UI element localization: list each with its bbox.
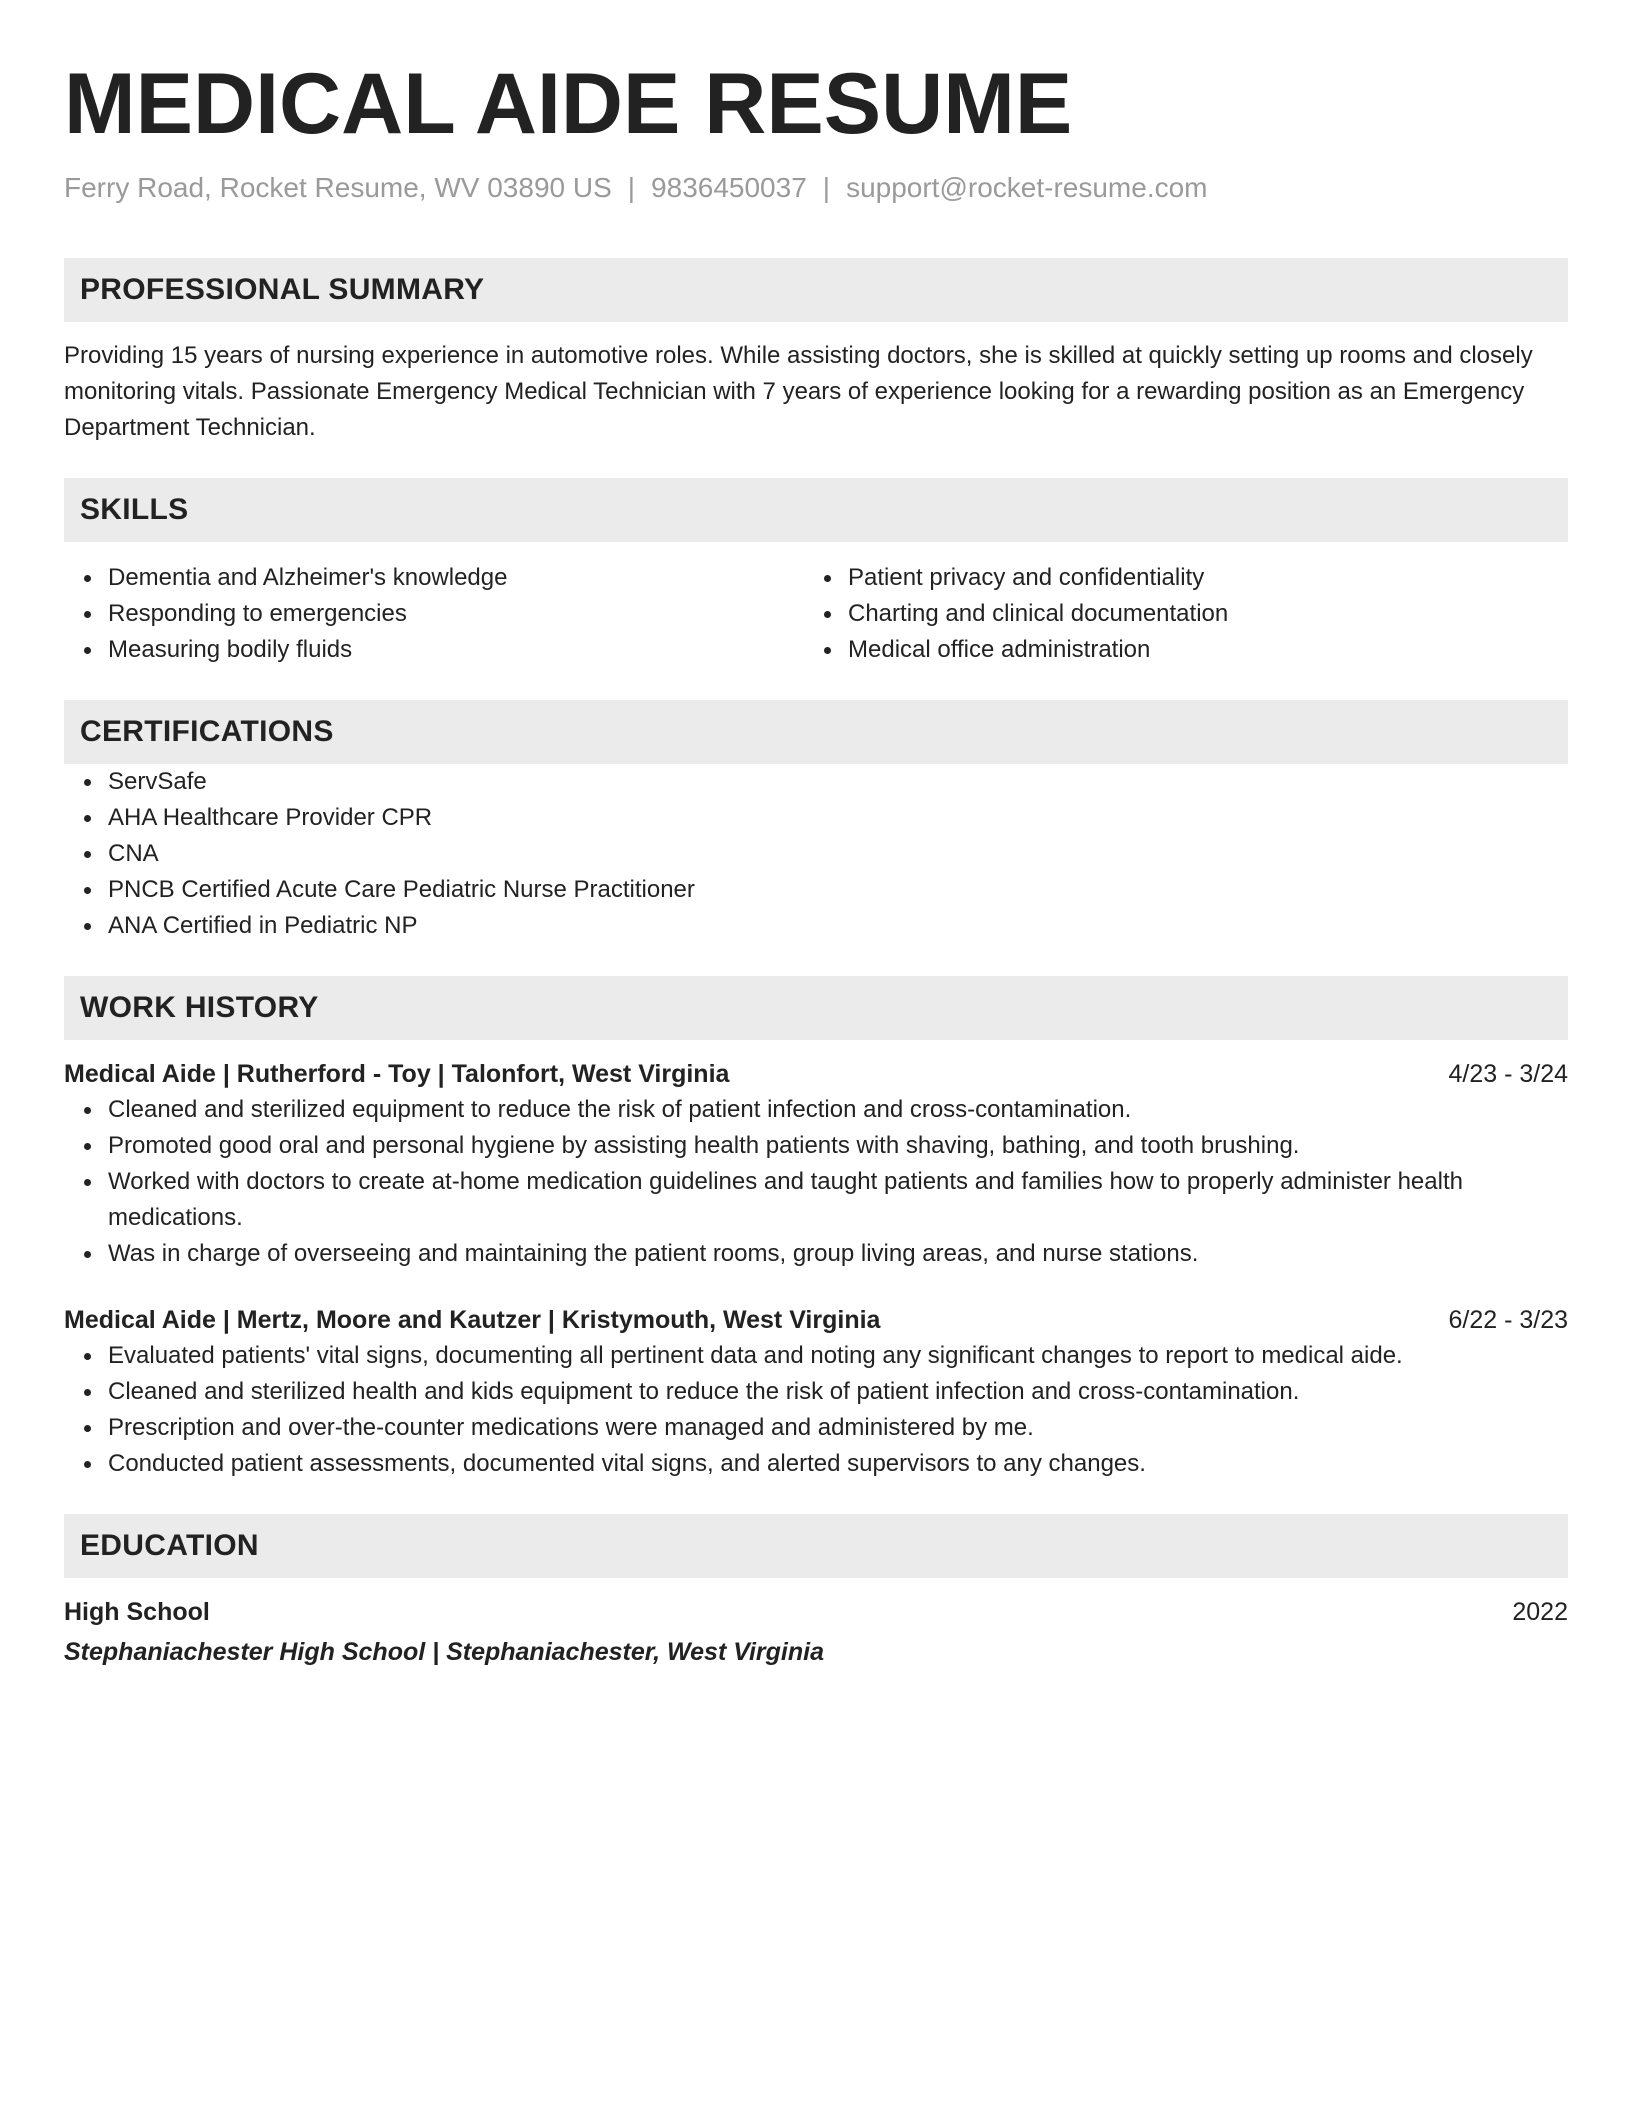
job-bullet: Prescription and over-the-counter medications were managed and administered by me. — [64, 1410, 1568, 1446]
job-dates: 4/23 - 3/24 — [1448, 1060, 1568, 1088]
job-bullet: Worked with doctors to create at-home medication guidelines and taught patients and families how to properly administer health medications. — [64, 1164, 1568, 1236]
job-bullets — [64, 1092, 1568, 1272]
job-bullet: Was in charge of overseeing and maintaining the patient rooms, group living areas, and nurse stations. — [64, 1236, 1568, 1272]
skill-item: Responding to emergencies — [64, 596, 804, 632]
education-degree: High School — [64, 1598, 210, 1626]
section-header-education: EDUCATION — [64, 1514, 1568, 1578]
section-header-work-history: WORK HISTORY — [64, 976, 1568, 1040]
certifications-list — [64, 764, 1568, 944]
contact-separator: | — [822, 172, 831, 203]
skill-item: Medical office administration — [804, 632, 1544, 668]
job-title: Medical Aide | Mertz, Moore and Kautzer | Kristymouth, West Virginia — [64, 1306, 881, 1334]
job-bullet: Evaluated patients' vital signs, documenting all pertinent data and noting any significant changes to report to medical aide. — [64, 1338, 1568, 1374]
job-heading — [64, 1056, 1568, 1092]
certification-item: ANA Certified in Pediatric NP — [64, 908, 1568, 944]
skill-item: Patient privacy and confidentiality — [804, 560, 1544, 596]
job-bullet: Promoted good oral and personal hygiene by assisting health patients with shaving, bathing, and tooth brushing. — [64, 1128, 1568, 1164]
contact-line — [64, 170, 1568, 206]
job-bullet: Cleaned and sterilized equipment to reduce the risk of patient infection and cross-contamination. — [64, 1092, 1568, 1128]
section-header-summary: PROFESSIONAL SUMMARY — [64, 258, 1568, 322]
skills-list-right — [804, 560, 1544, 668]
job-dates: 6/22 - 3/23 — [1448, 1306, 1568, 1334]
skills-grid — [64, 560, 1568, 668]
job-heading — [64, 1302, 1568, 1338]
section-header-skills: SKILLS — [64, 478, 1568, 542]
certification-item: AHA Healthcare Provider CPR — [64, 800, 1568, 836]
skill-item: Charting and clinical documentation — [804, 596, 1544, 632]
skills-list-left — [64, 560, 804, 668]
contact-phone: 9836450037 — [651, 172, 807, 203]
education-school: Stephaniachester High School | Stephaniachester, West Virginia — [64, 1638, 824, 1666]
job-title: Medical Aide | Rutherford - Toy | Talonfort, West Virginia — [64, 1060, 730, 1088]
education-heading — [64, 1594, 1568, 1630]
job-bullets — [64, 1338, 1568, 1482]
summary-text: Providing 15 years of nursing experience in automotive roles. While assisting doctors, she is skilled at quickly setting up rooms and closely monitoring vitals. Passionate Emergency Medical Technician with 7 years of experience looking for a rewarding position as an Emergency Department Technician. — [64, 342, 1533, 441]
skill-item: Dementia and Alzheimer's knowledge — [64, 560, 804, 596]
section-header-certifications: CERTIFICATIONS — [64, 700, 1568, 764]
contact-address: Ferry Road, Rocket Resume, WV 03890 US — [64, 172, 612, 203]
certification-item: ServSafe — [64, 764, 1568, 800]
certification-item: PNCB Certified Acute Care Pediatric Nurse Practitioner — [64, 872, 1568, 908]
job-bullet: Conducted patient assessments, documented vital signs, and alerted supervisors to any changes. — [64, 1446, 1568, 1482]
education-year: 2022 — [1512, 1598, 1568, 1626]
resume-title: MEDICAL AIDE RESUME — [64, 56, 1073, 152]
contact-email: support@rocket-resume.com — [846, 172, 1208, 203]
contact-separator: | — [627, 172, 636, 203]
job-bullet: Cleaned and sterilized health and kids equipment to reduce the risk of patient infection and cross-contamination. — [64, 1374, 1568, 1410]
skill-item: Measuring bodily fluids — [64, 632, 804, 668]
certification-item: CNA — [64, 836, 1568, 872]
